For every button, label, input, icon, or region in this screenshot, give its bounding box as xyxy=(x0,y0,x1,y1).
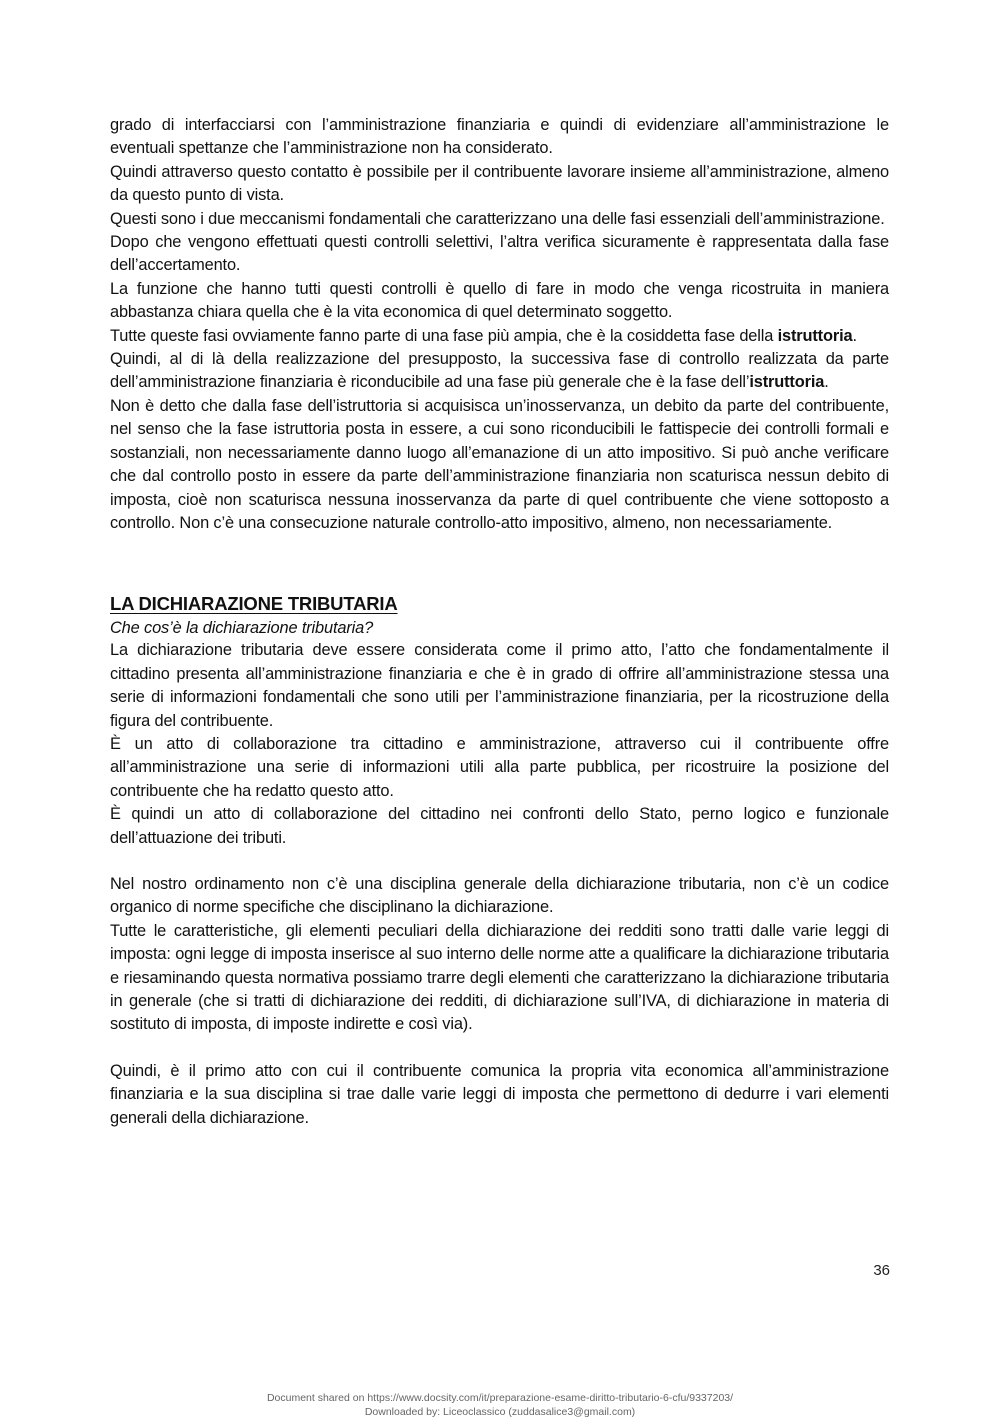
paragraph: È un atto di collaborazione tra cittadino e amministrazione, attraverso cui il contribuente offre all’amministrazione una serie di informazioni utili alla parte pubblica, per ricostruire la posizione del contribuente che ha redatto questo atto. xyxy=(110,734,889,800)
paragraph: Non è detto che dalla fase dell’istruttoria si acquisisca un’inosservanza, un debito da parte del contribuente, nel senso che la fase istruttoria posta in essere, a cui sono riconducibili le fattispecie dei controlli formali e sostanziali, non necessariamente danno luogo all’emanazione di un atto impositivo. Si può anche verificare che dal controllo posto in essere da parte dell’amministrazione finanziaria non scaturisca nessun debito di imposta, cioè non scaturisca nessuna inosservanza da parte di quel contribuente che viene sottoposto a controllo. Non c’è una consecuzione naturale controllo-atto impositivo, almeno, non necessariamente. xyxy=(110,396,889,532)
bold-term: istruttoria xyxy=(777,326,853,345)
paragraph: grado di interfacciarsi con l’amministrazione finanziaria e quindi di evidenziare all’amministrazione le eventuali spettanze che l’amministrazione non ha considerato. xyxy=(110,116,889,158)
paragraph-istruttoria xyxy=(110,348,889,395)
spacer xyxy=(110,1037,889,1060)
section-heading: LA DICHIARAZIONE TRIBUTARIA xyxy=(110,593,398,615)
paragraph: La funzione che hanno tutti questi controlli è quello di fare in modo che venga ricostruita in maniera abbastanza chiara quella che è la vita economica di quel determinato soggetto. xyxy=(110,279,889,322)
paragraph-istruttoria xyxy=(110,325,889,348)
page-body xyxy=(110,114,889,1130)
text-span: . xyxy=(824,373,829,392)
paragraph: Quindi attraverso questo contatto è possibile per il contribuente lavorare insieme all’amministrazione, almeno da questo punto di vista. xyxy=(110,162,889,205)
paragraph: È quindi un atto di collaborazione del cittadino nei confronti dello Stato, perno logico e funzionale dell’attuazione dei tributi. xyxy=(110,805,889,847)
footer-shared-link[interactable]: Document shared on https://www.docsity.com/it/preparazione-esame-diritto-tributario-6-cfu/9337203/ xyxy=(266,1392,734,1404)
text-span: Tutte queste fasi ovviamente fanno parte di una fase più ampia, che è la cosiddetta fase della xyxy=(110,326,778,345)
page-number: 36 xyxy=(873,1262,890,1279)
paragraph: Quindi, è il primo atto con cui il contribuente comunica la propria vita economica all’amministrazione finanziaria e la sua disciplina si trae dalle varie leggi di imposta che permettono di dedurre i vari elementi generali della dichiarazione. xyxy=(110,1061,889,1127)
spacer xyxy=(110,850,889,873)
bold-term: istruttoria xyxy=(749,373,825,392)
paragraph: Dopo che vengono effettuati questi controlli selettivi, l’altra verifica sicuramente è rappresentata dalla fase dell’accertamento. xyxy=(110,233,889,275)
paragraph: Tutte le caratteristiche, gli elementi peculiari della dichiarazione dei redditi sono tratti dalle varie leggi di imposta: ogni legge di imposta inserisce al suo interno delle norme atte a qualificare la dichiarazione tributaria e riesaminando questa normativa possiamo trarre degli elementi che caratterizzano la dichiarazione tributaria in generale (che si tratti di dichiarazione dei redditi, di dichiarazione sull’IVA, di dichiarazione in materia di sostituto di imposta, di imposte indirette e così via). xyxy=(110,921,889,1034)
paragraph: La dichiarazione tributaria deve essere considerata come il primo atto, l’atto che fondamentalmente il cittadino presenta all’amministrazione finanziaria e che è in grado di offrire all’amministrazione stessa una serie di informazioni fondamentali che sono utili per l’amministrazione finanziaria, per la ricostruzione della figura del contribuente. xyxy=(110,641,889,730)
paragraph: Questi sono i due meccanismi fondamentali che caratterizzano una delle fasi essenziali dell’amministrazione. xyxy=(110,209,885,228)
paragraph: Nel nostro ordinamento non c’è una disciplina generale della dichiarazione tributaria, non c’è un codice organico di norme specifiche che disciplinano la dichiarazione. xyxy=(110,874,889,917)
footer-downloaded-by: Downloaded by: Liceoclassico (zuddasalice3@gmail.com) xyxy=(364,1406,636,1418)
spacer xyxy=(110,535,889,591)
text-span: . xyxy=(852,326,857,345)
section-subheading: Che cos’è la dichiarazione tributaria? xyxy=(110,619,374,638)
text-span: Quindi, al di là della realizzazione del presupposto, la successiva fase di controllo realizzata da parte dell’amministrazione finanziaria è riconducibile ad una fase più generale che è la fase dell’ xyxy=(110,350,889,392)
